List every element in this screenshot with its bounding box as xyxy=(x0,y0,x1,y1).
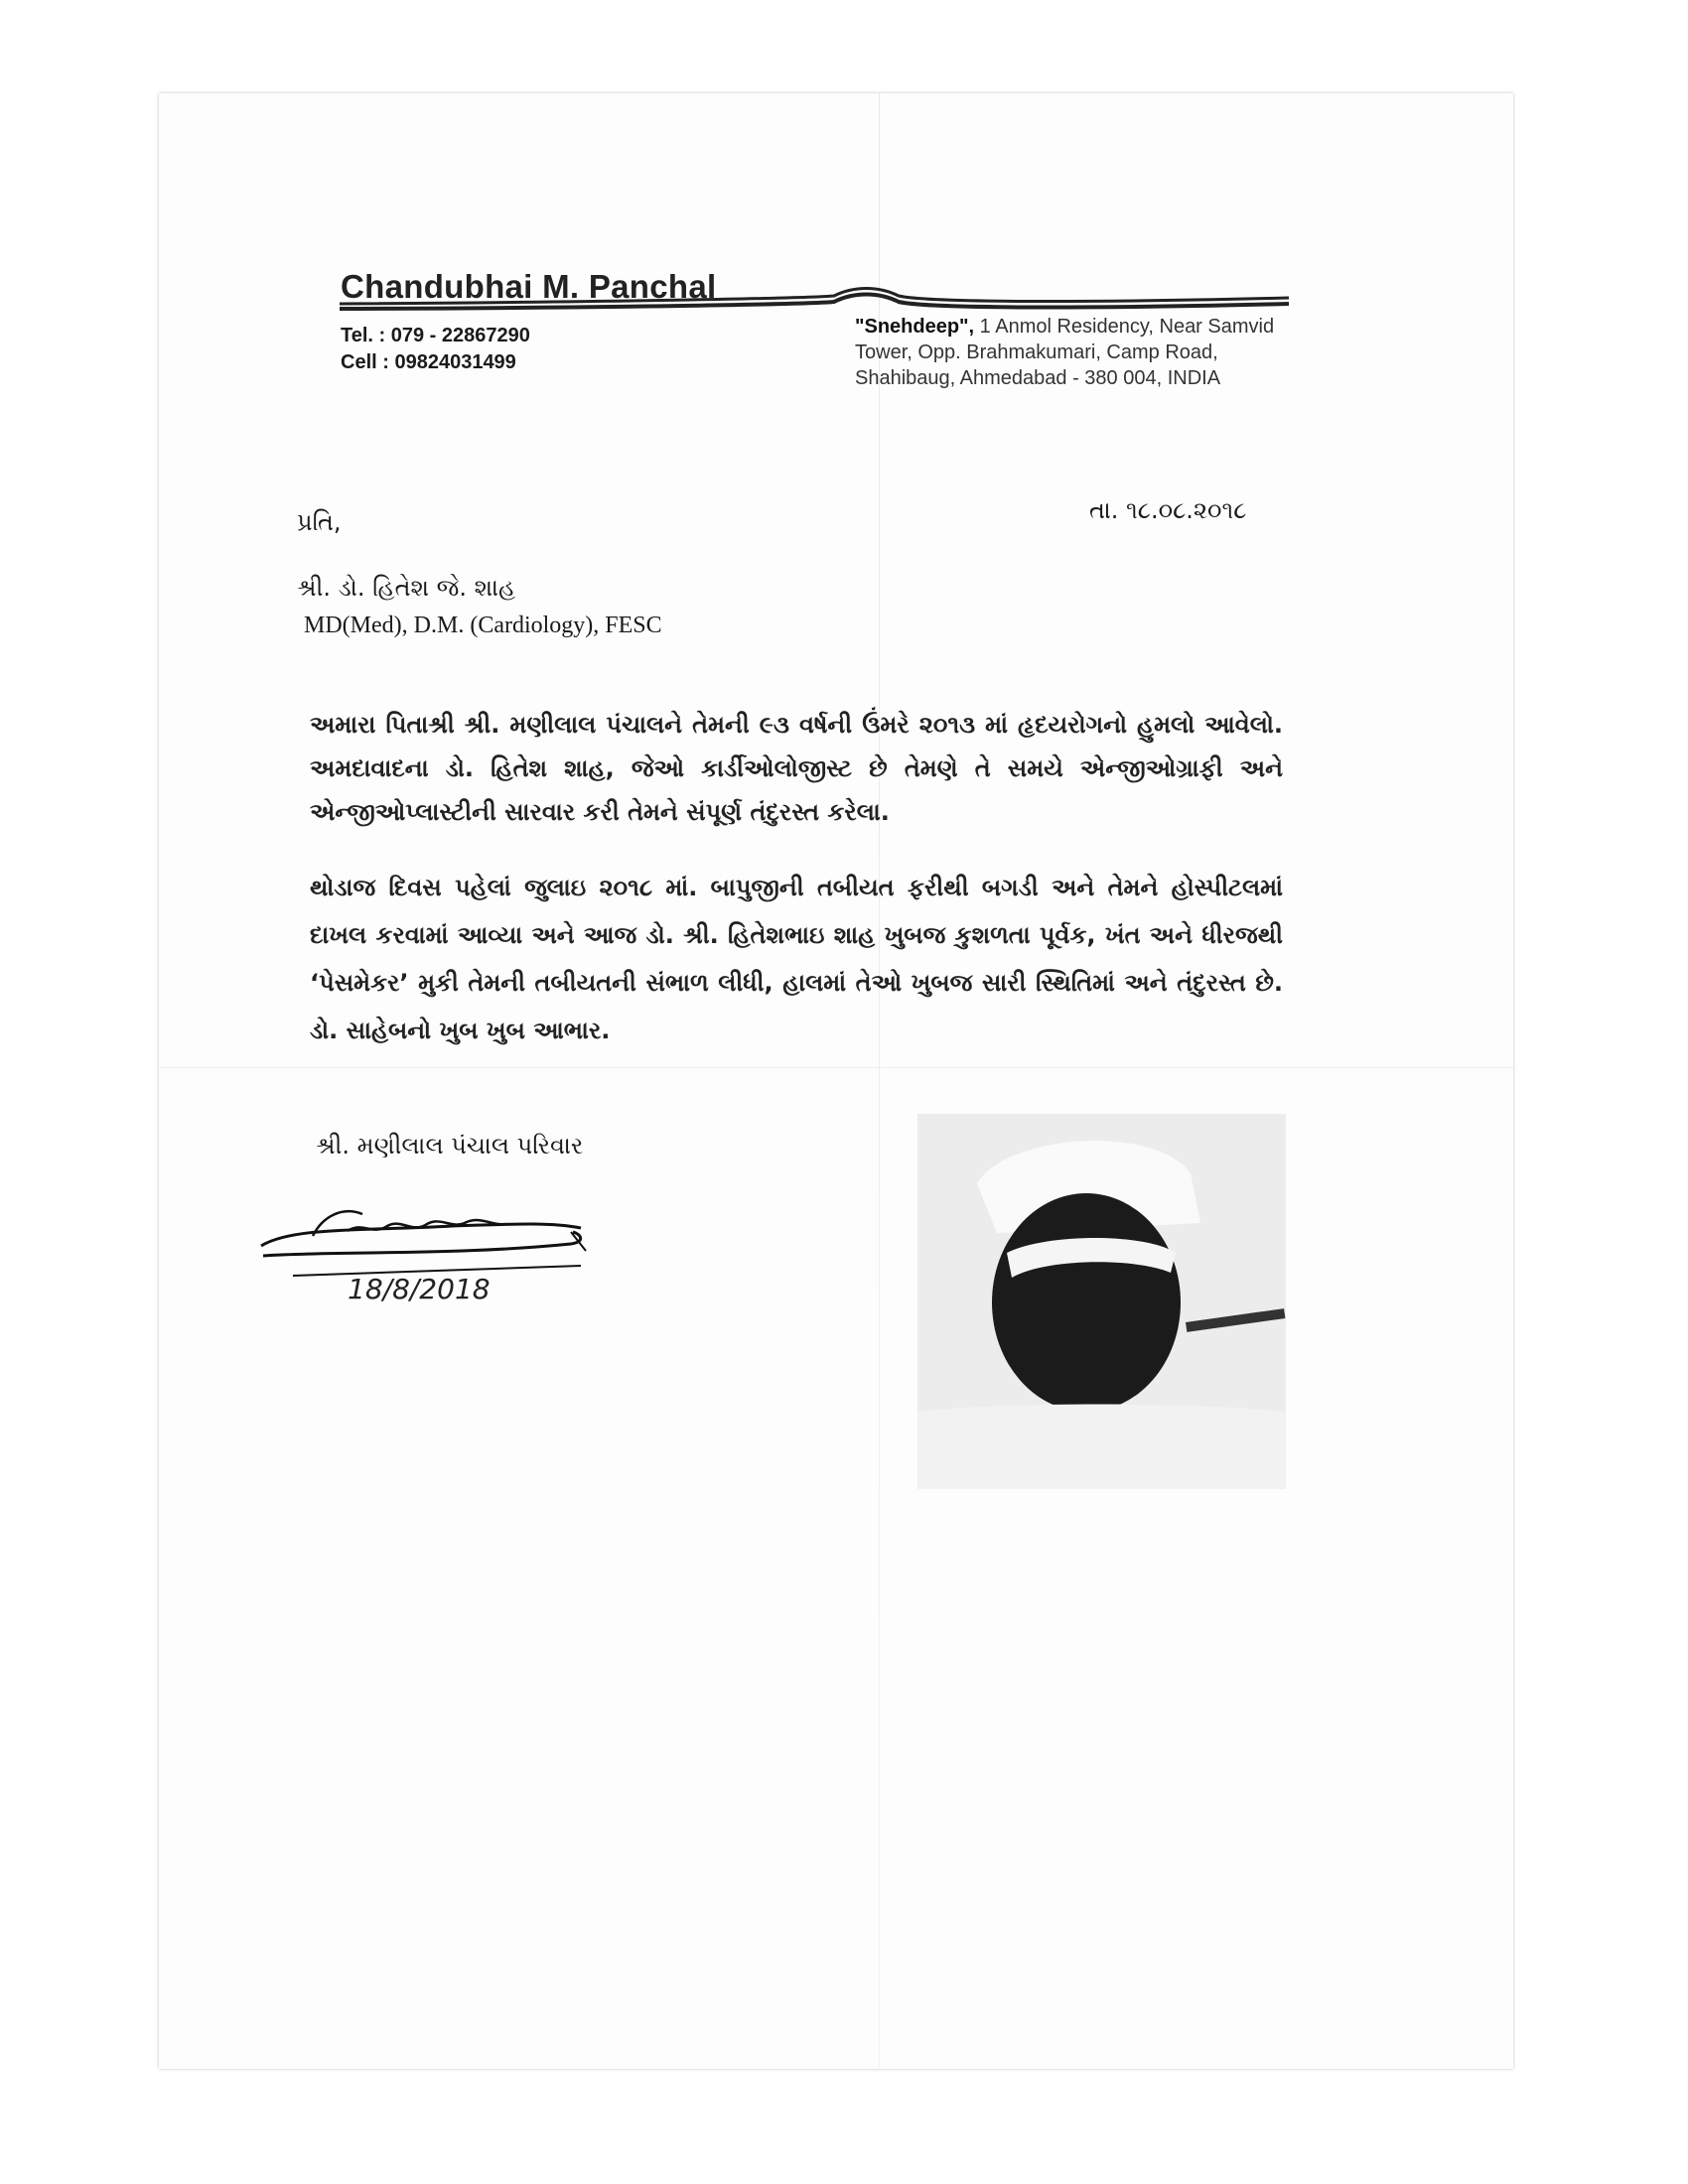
salutation: પ્રતિ, xyxy=(297,508,342,536)
letterhead-contact xyxy=(341,323,530,376)
cell-number: Cell : 09824031499 xyxy=(341,351,516,373)
letterhead-rule xyxy=(338,284,1291,314)
signoff: શ્રી. મણીલાલ પંચાલ પરિવાર xyxy=(316,1132,584,1160)
letterhead-name: Chandubhai M. Panchal xyxy=(341,268,717,305)
letter-paragraph-2: થોડાજ દિવસ પહેલાં જુલાઇ ૨૦૧૮ માં. બાપુજીની તબીયત ફરીથી બગડી અને તેમને હોસ્પીટલમાં દાખલ કરવામાં આવ્યા અને આજ ડો. શ્રી. હિતેશભાઇ શાહ ખુબજ કુશળતા પૂર્વક, ખંત અને ધીરજથી ‘પેસમેકર’ મુકી તેમની તબીયતની સંભાળ લીધી, હાલમાં તેઓ ખુબજ સારી સ્થિતિમાં અને તંદુરસ્ત છે. ડો. સાહેબનો ખુબ ખુબ આભાર. xyxy=(310,874,1283,1044)
address-line-2: Tower, Opp. Brahmakumari, Camp Road, xyxy=(855,341,1218,363)
recipient-name: શ્રી. ડો. હિતેશ જે. શાહ xyxy=(297,574,516,602)
patient-photo xyxy=(917,1114,1286,1489)
address-house-name: "Snehdeep", xyxy=(855,316,975,338)
person-photo-image xyxy=(917,1114,1286,1489)
paper-fold-horizontal xyxy=(159,1067,1513,1068)
address-line-3: Shahibaug, Ahmedabad - 380 004, INDIA xyxy=(855,367,1221,389)
letter-date: તા. ૧૮.૦૮.૨૦૧૮ xyxy=(1089,496,1247,524)
address-line-1: 1 Anmol Residency, Near Samvid xyxy=(974,316,1275,338)
letter-paper xyxy=(159,93,1513,2069)
recipient-qualifications: MD(Med), D.M. (Cardiology), FESC xyxy=(304,613,662,638)
telephone-number: Tel. : 079 - 22867290 xyxy=(341,325,530,346)
letter-paragraph-1: અમારા પિતાશ્રી શ્રી. મણીલાલ પંચાલને તેમની ૯૩ વર્ષની ઉંમરે ૨૦૧૩ માં હૃદયરોગનો હુમલો આવેલો. અમદાવાદના ડો. હિતેશ શાહ, જેઓ કાર્ડીઓલોજીસ્ટ છે તેમણે તે સમયે એન્જીઓગ્રાફી અને એન્જીઓપ્લાસ્ટીની સારવાર કરી તેમને સંપૂર્ણ તંદુરસ્ત કરેલા. xyxy=(310,711,1283,826)
letterhead-address xyxy=(855,314,1274,391)
signature-date: 18/8/2018 xyxy=(348,1273,491,1305)
